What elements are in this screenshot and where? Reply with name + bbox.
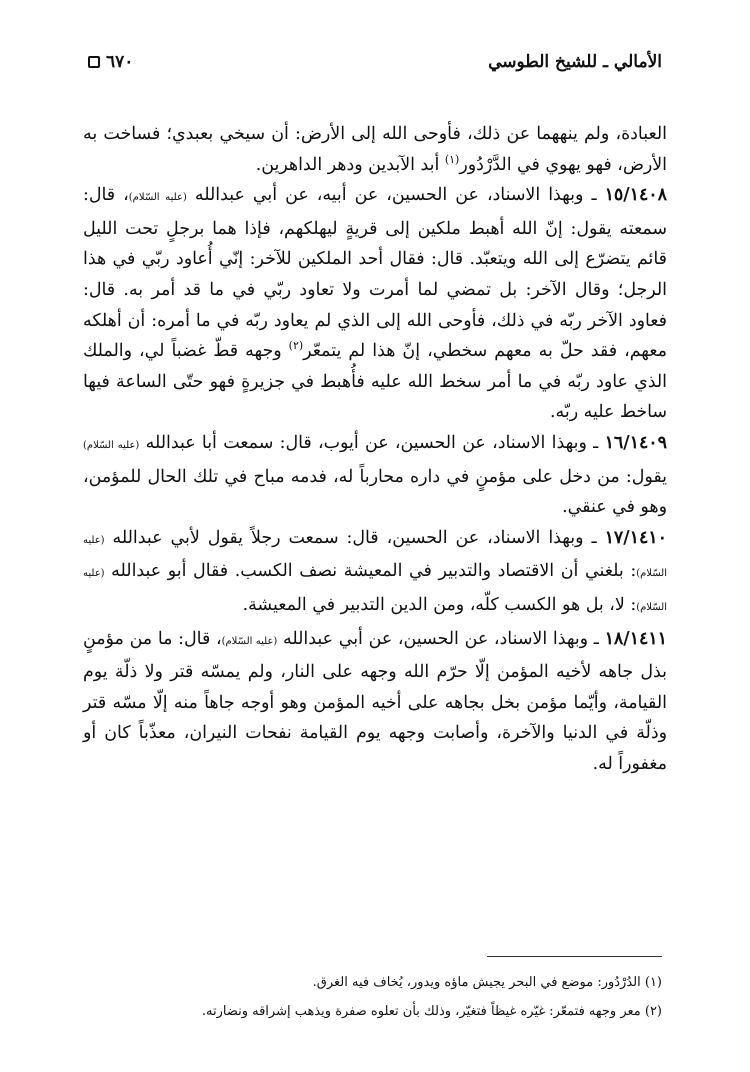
footnote-1: (١) الدُرْدُور: موضع في البحر يجيش ماؤه ويدور، يُخاف فيه الغرق. [312, 975, 662, 990]
text-segment: يقول: من دخل على مؤمنٍ في داره محارباً له، فدمه مباح في تلك الحال للمؤمن، وهو في عنقي. [83, 466, 667, 518]
page-number: ٦٧٠ [106, 52, 134, 72]
hadith-number: ١٨/١٤١١ [604, 628, 667, 649]
text-segment: ـ وبهذا الاسناد، عن الحسين، قال: سمعت رجلاً يقول لأبي عبدالله [104, 527, 605, 548]
hadith-1409 [83, 428, 667, 523]
running-title: الأمالي ـ للشيخ الطوسي [488, 52, 662, 72]
footnote-divider [487, 956, 662, 957]
text-segment: : بلغني أن الاقتصاد والتدبير في المعيشة نصف الكسب. فقال أبو عبدالله [104, 561, 637, 582]
text-segment: ـ وبهذا الاسناد، عن الحسين، عن أبي عبدالله [277, 628, 605, 649]
salutation: (عليه السّلام) [83, 568, 667, 613]
paragraph-continuation [83, 119, 667, 180]
page-number-group [88, 52, 133, 72]
text-segment: أبد الآبدين ودهر الداهرين. [255, 154, 445, 175]
text-segment: : لا، بل هو الكسب كلّه، ومن الدين التدبير في المعيشة. [242, 594, 637, 615]
hadith-number: ١٥/١٤٠٨ [604, 185, 667, 206]
text-segment: ، قال: سمعته يقول: إنّ الله أهبط ملكين إلى قريةٍ ليهلكهم، فإذا هما برجلٍ تحت الليل قائم يتضرّع إلى الله ويتعبّد. قال: فقال أحد الملكين للآخر: إنّي أُعاود ربّي في هذا الرجل؛ وقال الآخر: بل تمضي لما أمرت ولا تعاود ربّي في ما قد أمر به. قال: فعاود الآخر ربّه في ذلك، فأوحى الله إلى الذي لم يعاود ربّه في ما أمره: أن أهلكه معهم، فقد حلّ به معهم سخطي، إنّ هذا لم يتمعّر [83, 185, 667, 362]
text-segment: وجهه قطّ غضباً لي، والملك الذي عاود ربّه في ما أمر سخط الله عليه فأُهبط في جزيرةٍ فهو حتّى الساعة فيها ساخط عليه ربّه. [83, 341, 667, 423]
page-header [88, 45, 662, 79]
hadith-1408 [83, 180, 667, 428]
main-text [83, 119, 667, 779]
text-segment: ، قال: ما من مؤمنٍ بذل جاهه لأخيه المؤمن إلّا حرّم الله وجهه على النار، ولم يمسّه قتر ولا ذلّة يوم القيامة، وأيّما مؤمن بخل بجاهه على أخيه المؤمن وهو أوجه جاهاً منه إلّا مسّه قتر وذلّة في الدنيا والآخرة، وأصابت وجهه يوم القيامة نفحات النيران، معذّباً كان أو مغفوراً له. [83, 628, 667, 774]
square-ornament-icon [88, 56, 100, 68]
hadith-number: ١٧/١٤١٠ [604, 527, 667, 548]
text-segment: ـ وبهذا الاسناد، عن الحسين، عن أيوب، قال: سمعت أبا عبدالله [139, 432, 605, 453]
salutation: (عليه السّلام) [83, 439, 140, 451]
hadith-number: ١٦/١٤٠٩ [604, 432, 667, 453]
footnotes [88, 968, 662, 1026]
hadith-1411 [83, 624, 667, 780]
text-segment: العبادة، ولم ينههما عن ذلك، فأوحى الله إلى الأرض: أن سيخي بعبدي؛ فساخت به الأرض، فهو يهوي في الدَّرْدُور [83, 124, 667, 175]
hadith-1410 [83, 523, 667, 624]
text-segment: ـ وبهذا الاسناد، عن الحسين، عن أبيه، عن أبي عبدالله [186, 185, 605, 206]
salutation: (عليه السّلام) [221, 635, 278, 647]
salutation: (عليه السّلام) [83, 534, 667, 580]
footnote-ref-2: (٢) [288, 339, 304, 353]
footnote-2: (٢) معر وجهه فتمعّر: غيّره غيظاً فتغيّر، وذلك بأن تعلوه صفرة ويذهب إشراقه ونضارته. [201, 1004, 662, 1019]
footnote-ref-1: (١) [444, 152, 460, 166]
salutation: (عليه السّلام) [128, 192, 187, 204]
